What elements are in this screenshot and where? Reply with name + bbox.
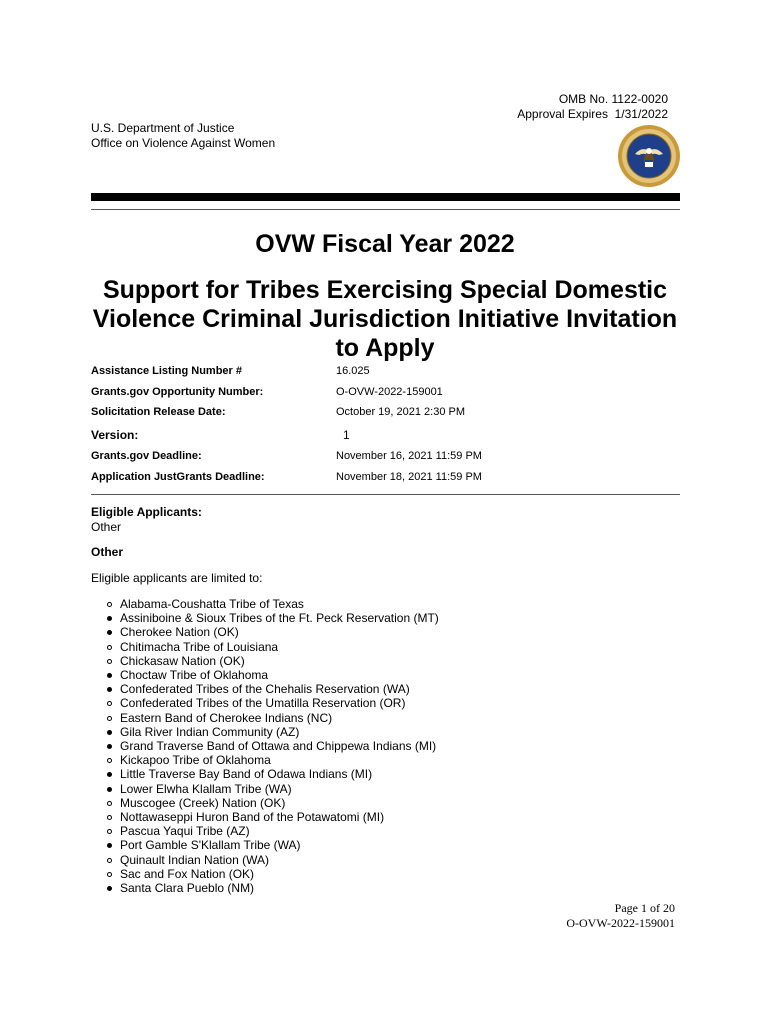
office-name: Office on Violence Against Women xyxy=(91,136,276,150)
list-item: Pascua Yaqui Tribe (AZ) xyxy=(105,824,439,838)
info-value: October 19, 2021 2:30 PM xyxy=(336,406,466,418)
list-item: Gila River Indian Community (AZ) xyxy=(105,725,439,739)
list-item: Lower Elwha Klallam Tribe (WA) xyxy=(105,782,439,796)
list-item: Cherokee Nation (OK) xyxy=(105,625,439,639)
page-footer xyxy=(566,901,675,931)
omb-number: OMB No. 1122-0020 xyxy=(558,92,668,106)
list-item: Quinault Indian Nation (WA) xyxy=(105,853,439,867)
list-item: Muscogee (Creek) Nation (OK) xyxy=(105,796,439,810)
list-item: Little Traverse Bay Band of Odawa Indians (MI) xyxy=(105,767,439,781)
list-item: Santa Clara Pueblo (NM) xyxy=(105,881,439,895)
other-heading: Other xyxy=(91,545,124,559)
list-item: Confederated Tribes of the Umatilla Reservation (OR) xyxy=(105,696,439,710)
header-thick-rule xyxy=(91,193,680,201)
info-row-listing xyxy=(91,365,680,385)
list-item: Choctaw Tribe of Oklahoma xyxy=(105,668,439,682)
omb-info xyxy=(517,92,668,122)
eligible-tribes-list xyxy=(105,597,439,895)
header-thin-rule xyxy=(91,209,680,210)
footer-doc-id: O-OVW-2022-159001 xyxy=(566,916,675,930)
info-row-version xyxy=(91,428,680,448)
department-name: U.S. Department of Justice xyxy=(91,121,235,135)
approval-expires: Approval Expires 1/31/2022 xyxy=(517,107,668,121)
list-item: Sac and Fox Nation (OK) xyxy=(105,867,439,881)
list-item: Chitimacha Tribe of Louisiana xyxy=(105,640,439,654)
eligible-applicants-heading: Eligible Applicants: xyxy=(91,505,202,519)
info-row-opportunity xyxy=(91,386,680,406)
list-item: Alabama-Coushatta Tribe of Texas xyxy=(105,597,439,611)
info-label: Solicitation Release Date: xyxy=(91,406,226,418)
list-item: Kickapoo Tribe of Oklahoma xyxy=(105,753,439,767)
eligibility-intro: Eligible applicants are limited to: xyxy=(91,571,263,585)
info-label: Version: xyxy=(91,428,139,442)
list-item: Nottawaseppi Huron Band of the Potawatomi (MI) xyxy=(105,810,439,824)
info-label: Grants.gov Deadline: xyxy=(91,450,202,462)
section-rule xyxy=(91,494,680,495)
info-value: 1 xyxy=(343,428,350,442)
info-row-grants-deadline xyxy=(91,450,680,470)
info-row-justgrants-deadline xyxy=(91,471,680,491)
page-number: Page 1 of 20 xyxy=(614,901,675,915)
info-value: November 18, 2021 11:59 PM xyxy=(336,471,482,483)
info-value: November 16, 2021 11:59 PM xyxy=(336,450,482,462)
info-label: Application JustGrants Deadline: xyxy=(91,471,265,483)
doj-seal-icon xyxy=(617,124,681,188)
info-value: 16.025 xyxy=(336,365,370,377)
info-row-release-date xyxy=(91,406,680,426)
info-label: Assistance Listing Number # xyxy=(91,365,242,377)
list-item: Chickasaw Nation (OK) xyxy=(105,654,439,668)
list-item: Port Gamble S'Klallam Tribe (WA) xyxy=(105,838,439,852)
info-label: Grants.gov Opportunity Number: xyxy=(91,386,264,398)
list-item: Eastern Band of Cherokee Indians (NC) xyxy=(105,711,439,725)
page-subtitle: Support for Tribes Exercising Special Domestic Violence Criminal Jurisdiction Initiative Invitation to Apply xyxy=(92,276,678,362)
page-title: OVW Fiscal Year 2022 xyxy=(255,230,515,258)
info-value: O-OVW-2022-159001 xyxy=(336,386,443,398)
eligible-applicants-value: Other xyxy=(91,520,122,534)
list-item: Assiniboine & Sioux Tribes of the Ft. Peck Reservation (MT) xyxy=(105,611,439,625)
agency-block xyxy=(91,121,275,151)
list-item: Confederated Tribes of the Chehalis Reservation (WA) xyxy=(105,682,439,696)
list-item: Grand Traverse Band of Ottawa and Chippewa Indians (MI) xyxy=(105,739,439,753)
